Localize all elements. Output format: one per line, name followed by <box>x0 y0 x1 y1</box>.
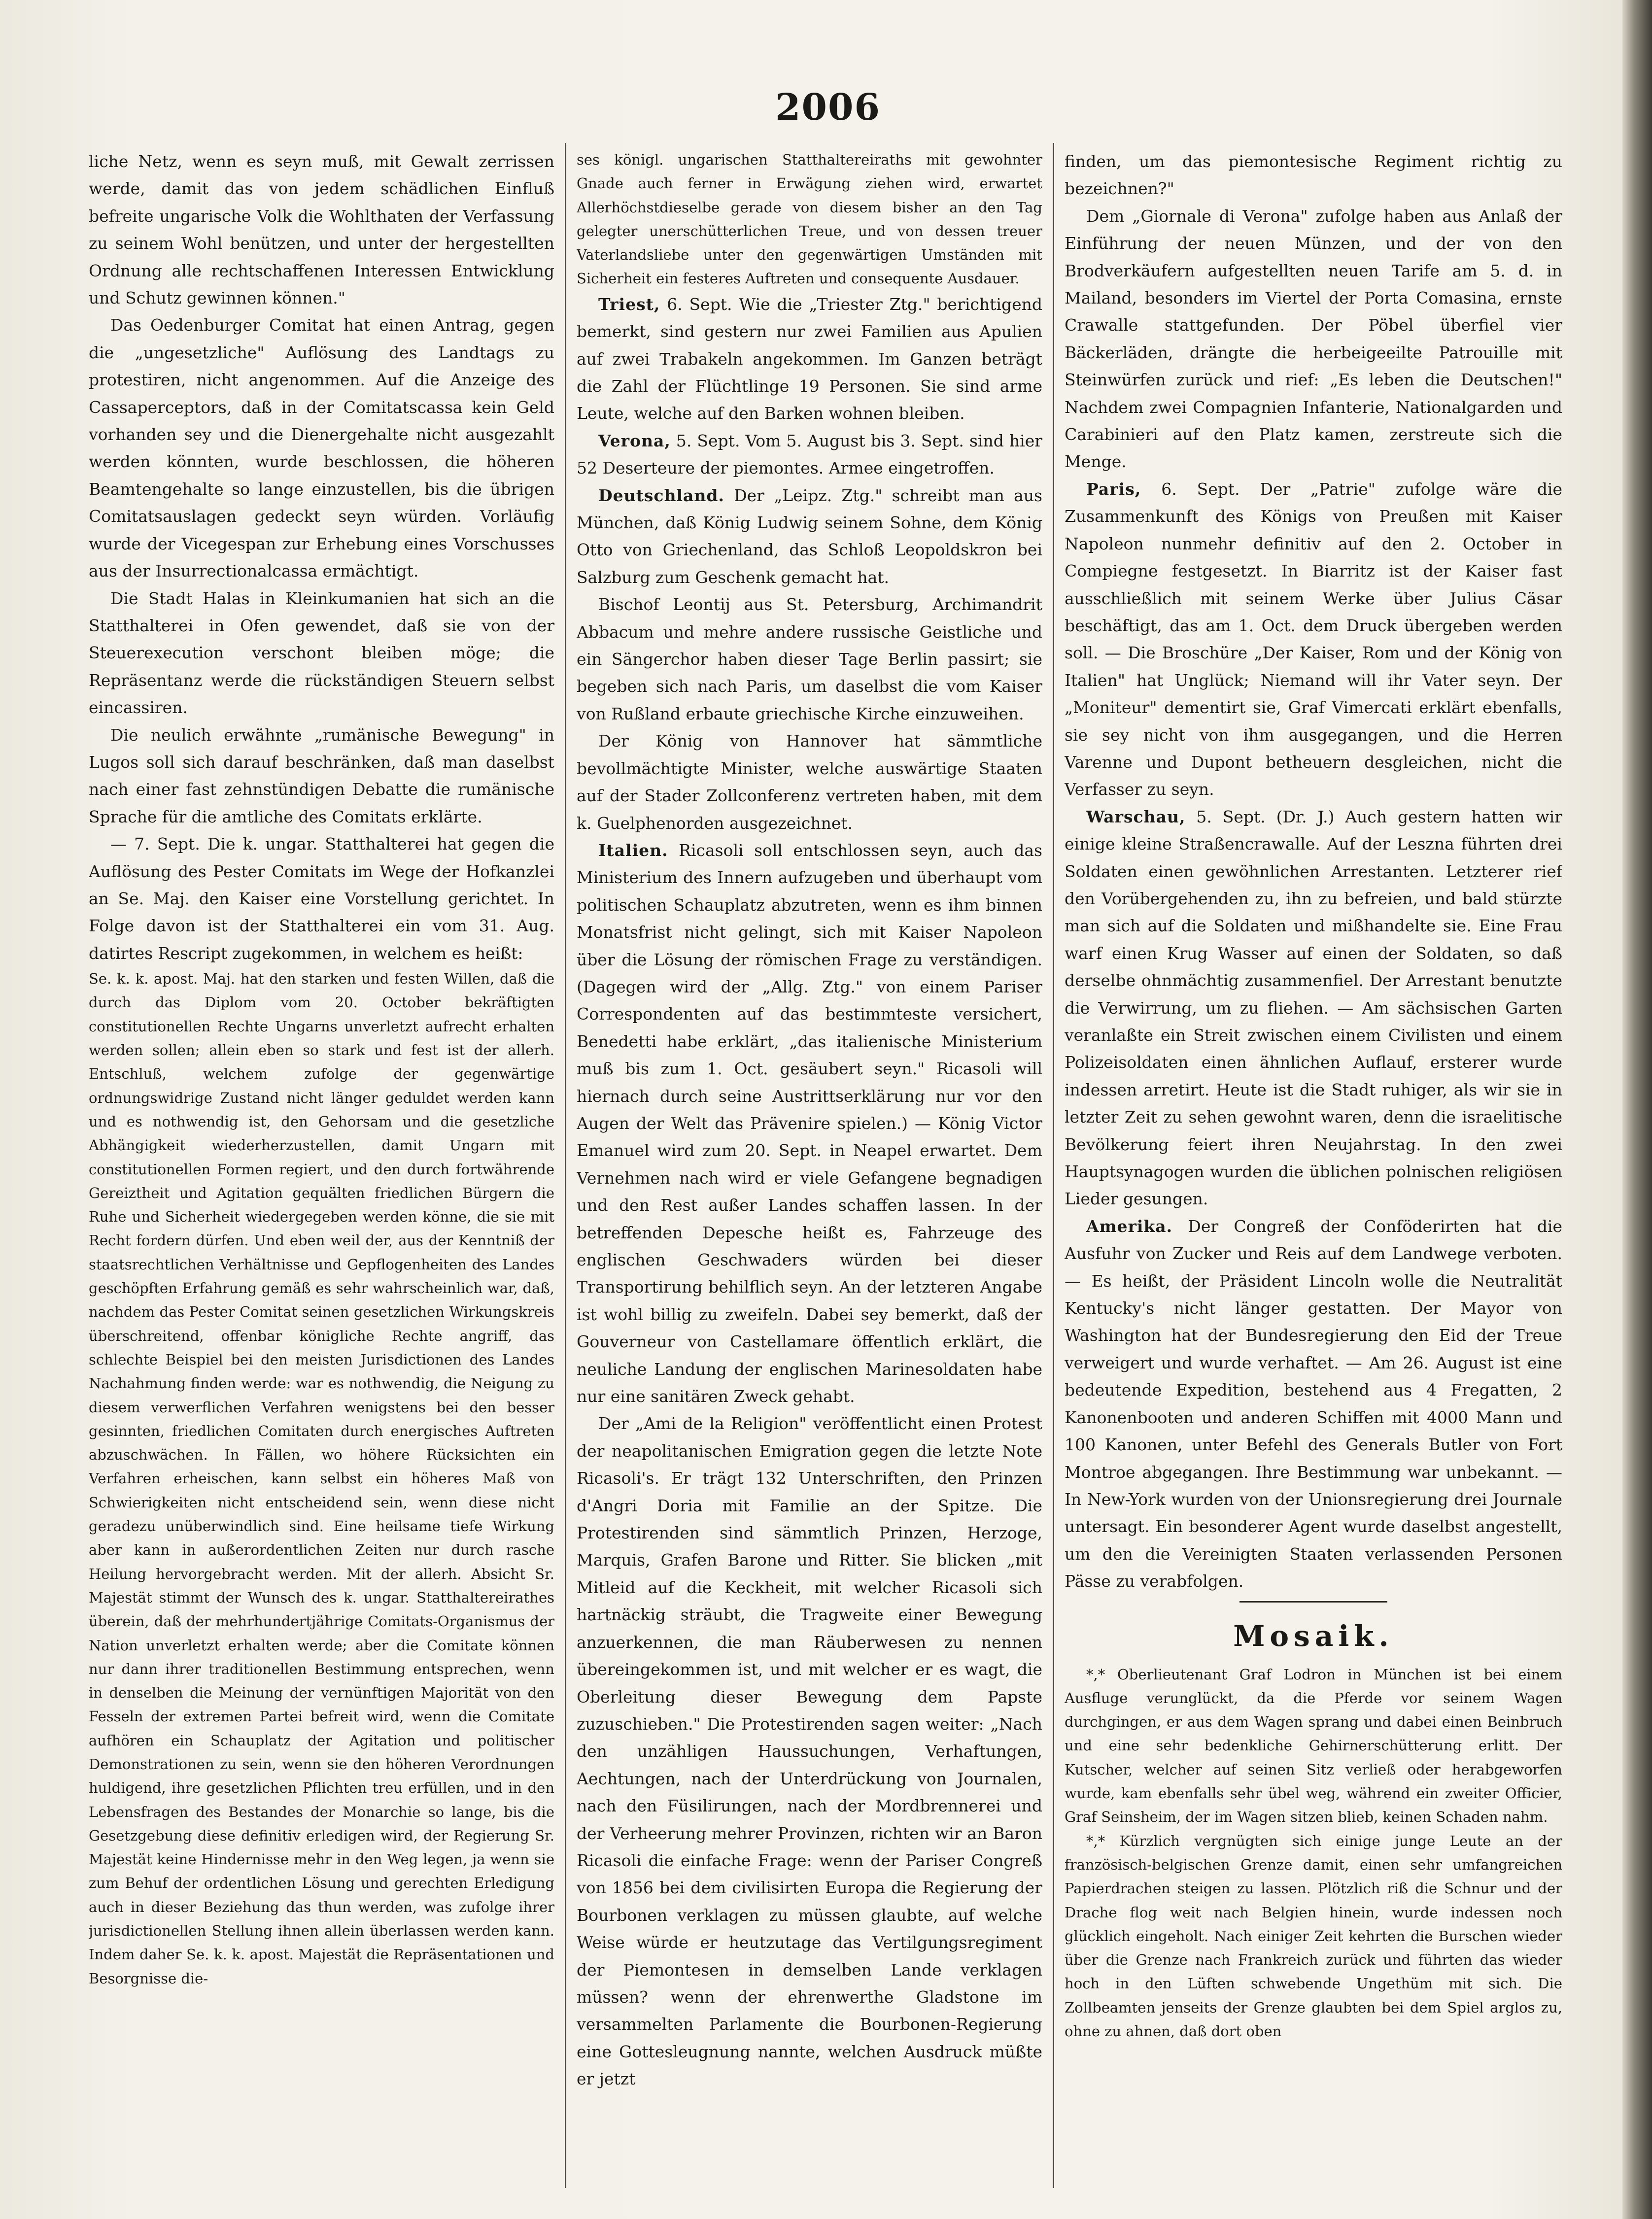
paragraph-text: 5. Sept. Vom 5. August bis 3. Sept. sind hier 52 Deserteure der piemontes. Armee eingetroffen. <box>577 431 1042 478</box>
paragraph <box>1065 476 1562 803</box>
text-column-2 <box>577 148 1042 2188</box>
page-number: 2006 <box>775 86 881 129</box>
paragraph-text: Der Congreß der Conföderirten hat die Ausfuhr von Zucker und Reis auf dem Landwege verboten. — Es heißt, der Präsident Lincoln wolle die Neutralität Kentucky's nicht länger gestatten. Der Mayor von Washington hat der Bundesregierung den Eid der Treue verweigert und wurde verhaftet. — Am 26. August ist eine bedeutende Expedition, bestehend aus 4 Fregatten, 2 Kanonenbooten und anderen Schiffen mit 4000 Mann und 100 Kanonen, unter Befehl des Generals Butler von Fort Montroe abgegangen. Ihre Bestimmung war unbekannt. — In New-York wurden von der Unionsregierung drei Journale untersagt. Ein besonderer Agent wurde daselbst angestellt, um den die Vereinigten Staaten verlassenden Personen Pässe zu verabfolgen. <box>1065 1216 1562 1591</box>
paragraph: finden, um das piemontesische Regiment richtig zu bezeichnen?" <box>1065 152 1562 199</box>
paragraph-text: Ricasoli soll entschlossen seyn, auch das Ministerium des Innern aufzugeben und überhaupt vom politischen Schauplatz abzutreten, wenn es ihm binnen Monatsfrist nicht gelingt, sich mit Kaiser Napoleon über die Lösung der römischen Frage zu verständigen. (Dagegen wird der „Allg. Ztg." von einem Pariser Correspondenten auf das bestimmteste versichert, Benedetti habe erklärt, „das italienische Ministerium muß bis zum 1. Oct. gesäubert seyn." Ricasoli will hiernach durch seine Austrittserklärung nur vor den Augen der Welt das Prävenire spielen.) — König Victor Emanuel wird zum 20. Sept. in Neapel erwartet. Dem Vernehmen nach wird er viele Gefangene begnadigen und den Rest außer Landes schaffen lassen. In der betreffenden Depesche heißt es, Fahrzeuge des englischen Geschwaders würden bei dieser Transportirung behilflich seyn. An der letzteren Angabe ist wohl billig zu zweifeln. Dabei sey bemerkt, daß der Gouverneur von Castellamare öffentlich erklärt, die neuliche Landung der englischen Marinesoldaten habe nur eine sanitären Zweck gehabt. <box>577 840 1042 1406</box>
dateline-keyword: Warschau, <box>1086 807 1186 826</box>
paragraph-text: Der „Leipz. Ztg." schreibt man aus München, daß König Ludwig seinem Sohne, dem König Otto von Griechenland, das Schloß Leopoldskron bei Salzburg zum Geschenk gemacht hat. <box>577 485 1042 587</box>
mosaik-heading: Mosaik. <box>1233 1619 1394 1653</box>
dateline-keyword: Paris, <box>1086 479 1141 499</box>
page-edge-shadow <box>1622 0 1652 2219</box>
paragraph: Der König von Hannover hat sämmtliche bevollmächtigte Minister, welche auswärtige Staaten auf der Stader Zollconferenz vertreten haben, mit dem k. Guelphenorden ausgezeichnet. <box>577 731 1042 833</box>
paragraph: liche Netz, wenn es seyn muß, mit Gewalt zerrissen werde, damit das von jedem schädlichen Einfluß befreite ungarische Volk die Wohlthaten der Verfassung zu seinem Wohl benützen, und unter der hergestellten Ordnung alle rechtschaffenen Interessen Entwicklung und Schutz gewinnen können." <box>89 152 554 308</box>
paragraph: Die Stadt Halas in Kleinkumanien hat sich an die Statthalterei in Ofen gewendet, daß sie von der Steuerexecution verschont bleiben möge; die Repräsentanz werde die rückständigen Steuern selbst eincassiren. <box>89 588 554 717</box>
paragraph: Se. k. k. apost. Maj. hat den starken und festen Willen, daß die durch das Diplom vom 20. October bekräftigten constitutionellen Rechte Ungarns unverletzt aufrecht erhalten werden sollen; allein eben so stark und fest ist der allerh. Entschluß, welchem zufolge der gegenwärtige ordnungswidrige Zustand nicht länger geduldet werden kann und es nothwendig ist, den Gehorsam und die gesetzliche Abhängigkeit wiederherzustellen, damit Ungarn mit constitutionellen Formen regiert, und den durch fortwährende Gereiztheit und Agitation gequälten friedlichen Bürgern die Ruhe und Sicherheit wiedergegeben werden könne, die sie mit Recht fordern dürfen. Und eben weil der, aus der Kenntniß der staatsrechtlichen Verhältnisse und Gepflogenheiten des Landes geschöpften Erfahrung gemäß es sehr wahrscheinlich war, daß, nachdem das Pester Comitat seinen gesetzlichen Wirkungskreis überschreitend, offenbar königliche Rechte angriff, das schlechte Beispiel bei den meisten Jurisdictionen des Landes Nachahmung finden werde: war es nothwendig, die Neigung zu diesem verwerflichen Verfahren wenigstens bei den besser gesinnten, friedlichen Comitaten durch energisches Auftreten abzuschwächen. In Fällen, wo höhere Rücksichten ein Verfahren erheischen, kann selbst ein höheres Maß von Schwierigkeiten nicht entscheidend sein, wenn diese nicht geradezu unüberwindlich sind. Eine heilsame tiefe Wirkung aber kann in außerordentlichen Zeiten nur durch rasche Heilung hervorgebracht werden. Mit der allerh. Absicht Sr. Majestät stimmt der Wunsch des k. ungar. Statthaltereirathes überein, daß der mehrhundertjährige Comitats-Organismus der Nation unverletzt erhalten werde; aber die Comitate können nur dann ihrer traditionellen Bestimmung entsprechen, wenn in denselben die Meinung der vernünftigen Majorität von den Fesseln der extremen Partei befreit wird, wenn die Comitate aufhören ein Schauplatz der Agitation und politischer Demonstrationen zu sein, wenn sie den höheren Verordnungen huldigend, ihre gesetzlichen Pflichten treu erfüllen, und in den Lebensfragen des Bestandes der Monarchie so lange, bis die Gesetzgebung diese definitiv erledigen wird, der Regierung Sr. Majestät keine Hindernisse mehr in den Weg legen, ja wenn sie zum Behuf der ordentlichen Lösung und gerechten Erledigung auch in dieser Beziehung das thun werden, was zufolge ihrer jurisdictionellen Stellung ihnen allein überlassen werden kann. Indem daher Se. k. k. apost. Majestät die Repräsentationen und Besorgnisse die- <box>89 970 554 1987</box>
dateline-keyword: Amerika. <box>1086 1216 1173 1236</box>
paragraph <box>577 427 1042 482</box>
paragraph <box>1065 1213 1562 1595</box>
paragraph: Dem „Giornale di Verona" zufolge haben aus Anlaß der Einführung der neuen Münzen, und der von den Brodverkäufern aufgestellten neuen Tarife am 5. d. in Mailand, besonders im Viertel der Porta Comasina, ernste Crawalle stattgefunden. Der Pöbel überfiel vier Bäckerläden, drängte die herbeigeeilte Patrouille mit Steinwürfen zurück und rief: „Es leben die Deutschen!" Nachdem zwei Compagnien Infanterie, Nationalgarden und Carabinieri auf den Platz kamen, zerstreute sich die Menge. <box>1065 206 1562 472</box>
paragraph <box>577 482 1042 591</box>
column-rule-2 <box>1053 143 1054 2188</box>
paragraph <box>577 291 1042 427</box>
paragraph: — 7. Sept. Die k. ungar. Statthalterei hat gegen die Auflösung des Pester Comitats im Wege der Hofkanzlei an Se. Maj. den Kaiser eine Vorstellung gerichtet. In Folge davon ist der Statthalterei ein vom 31. Aug. datirtes Rescript zugekommen, in welchem es heißt: <box>89 834 554 963</box>
mosaik-paragraph: *,* Oberlieutenant Graf Lodron in München ist bei einem Ausfluge verunglückt, da die Pferde vor seinem Wagen durchgingen, er aus dem Wagen sprang und dabei einen Beinbruch und eine sehr bedenkliche Gehirnerschütterung erlitt. Der Kutscher, welcher auf seinen Sitz verließ oder herabgeworfen wurde, kam ebenfalls sehr übel weg, während ein zweiter Officier, Graf Seinsheim, der im Wagen sitzen blieb, keinen Schaden nahm. <box>1065 1666 1562 1826</box>
dateline-keyword: Italien. <box>598 840 668 860</box>
paragraph: Der „Ami de la Religion" veröffentlicht einen Protest der neapolitanischen Emigration gegen die letzte Note Ricasoli's. Er trägt 132 Unterschriften, den Prinzen d'Angri Doria mit Familie an der Spitze. Die Protestirenden sind sämmtlich Prinzen, Herzoge, Marquis, Grafen Barone und Ritter. Sie blicken „mit Mitleid auf die Keckheit, mit welcher Ricasoli sich hartnäckig sträubt, die Tragweite einer Bewegung anzuerkennen, die man Räuberwesen zu nennen übereingekommen ist, und mit welcher er es wagt, die Oberleitung dieser Bewegung dem Papste zuzuschieben." Die Protestirenden sagen weiter: „Nach den unzähligen Haussuchungen, Verhaftungen, Aechtungen, nach der Unterdrückung von Journalen, nach den Füsilirungen, nach der Mordbrennerei und der Verheerung mehrer Provinzen, richten wir an Baron Ricasoli die einfache Frage: wenn der Pariser Congreß von 1856 bei dem civilisirten Europa die Regierung der Bourbonen verklagen zu müssen glaubte, auf welche Weise würde er heutzutage das Vertilgungsregiment der Piemontesen in demselben Lande verklagen müssen? wenn der ehrenwerthe Gladstone im versammelten Parlamente die Bourbonen-Regierung eine Gottesleugnung nannte, welchen Ausdruck müßte er jetzt <box>577 1414 1042 2089</box>
mosaik-paragraph: *,* Kürzlich vergnügten sich einige junge Leute an der französisch-belgischen Grenze damit, einen sehr umfangreichen Papierdrachen steigen zu lassen. Plötzlich riß die Schnur und der Drache flog weit nach Belgien hinein, wurde indessen noch glücklich eingeholt. Nach einiger Zeit kehrten die Burschen wieder über die Grenze nach Frankreich zurück und führten das wieder hoch in den Lüften schwebende Ungethüm mit sich. Die Zollbeamten jenseits der Grenze glaubten bei dem Spiel arglos zu, ohne zu ahnen, daß dort oben <box>1065 1832 1562 2040</box>
paragraph-text: 5. Sept. (Dr. J.) Auch gestern hatten wir einige kleine Straßencrawalle. Auf der Leszna führten drei Soldaten einen gewöhnlichen Arrestanten. Letzterer rief den Vorübergehenden zu, ihn zu befreien, und bald stürzte man sich auf die Soldaten und mißhandelte sie. Eine Frau warf einen Krug Wasser auf einen der Soldaten, so daß derselbe ohnmächtig zusammenfiel. Der Arrestant benutzte die Verwirrung, um zu fliehen. — Am sächsischen Garten veranlaßte ein Streit zwischen einem Civilisten und einem Polizeisoldaten einen ähnlichen Auflauf, ersterer wurde indessen arretirt. Heute ist die Stadt ruhiger, als wir sie in letzter Zeit zu sehen gewohnt waren, denn die israelitische Bevölkerung feiert ihren Neujahrstag. In den zwei Hauptsynagogen wurden die üblichen polnischen religiösen Lieder gesungen. <box>1065 807 1562 1209</box>
column-rule-1 <box>565 143 566 2188</box>
paragraph <box>1065 803 1562 1213</box>
paragraph: Bischof Leontij aus St. Petersburg, Archimandrit Abbacum und mehre andere russische Geistliche und ein Sängerchor haben dieser Tage Berlin passirt; sie begeben sich nach Paris, um daselbst die vom Kaiser von Rußland erbaute griechische Kirche einzuweihen. <box>577 595 1042 723</box>
paragraph <box>577 837 1042 1410</box>
dateline-keyword: Triest, <box>598 294 660 314</box>
text-column-1 <box>89 148 554 2188</box>
paragraph: ses königl. ungarischen Statthaltereiraths mit gewohnter Gnade auch ferner in Erwägung ziehen wird, erwartet Allerhöchstdieselbe gerade von diesem bisher an den Tag gelegter unerschütterlichen Treue, und von dessen treuer Vaterlandsliebe unter den gegenwärtigen Umständen mit Sicherheit ein festeres Auftreten und consequente Ausdauer. <box>577 151 1042 287</box>
paragraph-text: 6. Sept. Wie die „Triester Ztg." berichtigend bemerkt, sind gestern nur zwei Familien aus Apulien auf zwei Trabakeln angekommen. Im Ganzen beträgt die Zahl der Flüchtlinge 19 Personen. Sie sind arme Leute, welche auf den Barken wohnen bleiben. <box>577 294 1042 423</box>
dateline-keyword: Deutschland. <box>598 485 724 505</box>
dateline-keyword: Verona, <box>598 431 671 450</box>
paragraph: Die neulich erwähnte „rumänische Bewegung" in Lugos soll sich darauf beschränken, daß man daselbst nach einer fast zehnstündigen Debatte die rumänische Sprache für die amtliche des Comitats erklärte. <box>89 725 554 826</box>
paragraph-text: 6. Sept. Der „Patrie" zufolge wäre die Zusammenkunft des Königs von Preußen mit Kaiser Napoleon nunmehr definitiv auf den 2. October in Compiegne festgesetzt. In Biarritz ist der Kaiser fast ausschließlich mit seinem Werke über Julius Cäsar beschäftigt, das am 1. Oct. dem Druck übergeben werden soll. — Die Broschüre „Der Kaiser, Rom und der König von Italien" hat Unglück; Niemand will ihr Vater seyn. Der „Moniteur" dementirt sie, Graf Vimercati erklärt ebenfalls, sie sey nicht von ihm ausgegangen, und die Herren Varenne und Dupont betheuern desgleichen, nicht die Verfasser zu seyn. <box>1065 479 1562 799</box>
section-divider <box>1239 1601 1387 1603</box>
text-column-3 <box>1065 148 1562 2188</box>
paragraph: Das Oedenburger Comitat hat einen Antrag, gegen die „ungesetzliche" Auflösung des Landtags zu protestiren, nicht angenommen. Auf die Anzeige des Cassaperceptors, daß in der Comitatscassa kein Geld vorhanden sey und die Dienergehalte nicht ausgezahlt werden könnten, wurde beschlossen, die höheren Beamtengehalte so lange einzustellen, bis die übrigen Comitatsauslagen gedeckt seyn würden. Vorläufig wurde der Vicegespan zur Erhebung eines Vorschusses aus der Insurrectionalcassa ermächtigt. <box>89 315 554 581</box>
